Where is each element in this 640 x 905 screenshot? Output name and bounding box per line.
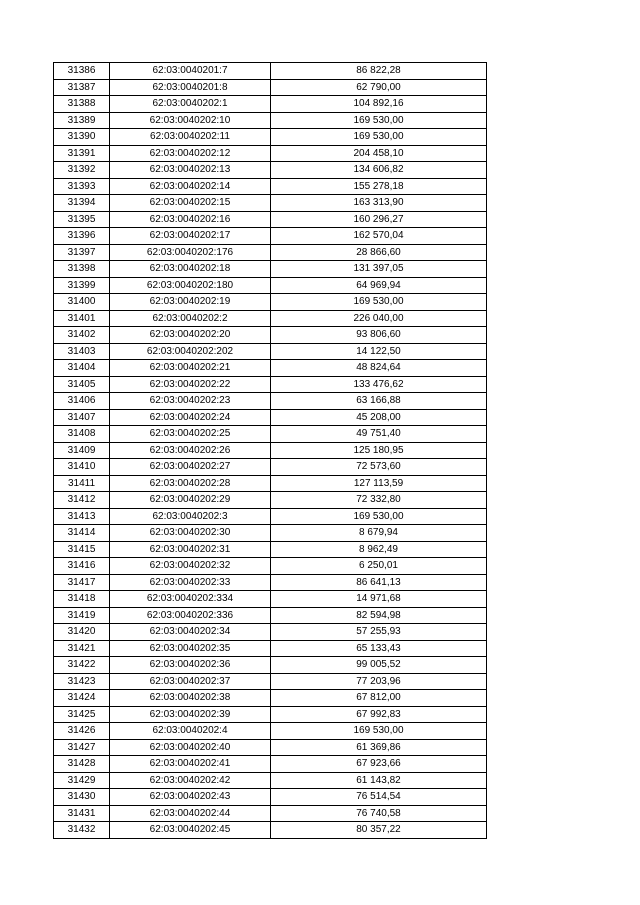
cadastral-value-cell: 99 005,52: [271, 657, 487, 674]
row-number-cell: 31427: [54, 739, 110, 756]
cadastral-value-cell: 86 822,28: [271, 63, 487, 80]
table-row: [54, 310, 487, 327]
cadastral-number-cell: 62:03:0040202:3: [110, 508, 271, 525]
row-number-cell: 31409: [54, 442, 110, 459]
row-number-cell: 31432: [54, 822, 110, 839]
table-row: [54, 409, 487, 426]
cadastral-value-cell: 134 606,82: [271, 162, 487, 179]
cadastral-value-cell: 67 992,83: [271, 706, 487, 723]
cadastral-value-cell: 226 040,00: [271, 310, 487, 327]
cadastral-value-cell: 61 143,82: [271, 772, 487, 789]
table-row: [54, 822, 487, 839]
cadastral-value-cell: 204 458,10: [271, 145, 487, 162]
cadastral-number-cell: 62:03:0040202:20: [110, 327, 271, 344]
cadastral-value-cell: 163 313,90: [271, 195, 487, 212]
cadastral-value-cell: 76 740,58: [271, 805, 487, 822]
row-number-cell: 31400: [54, 294, 110, 311]
cadastral-value-cell: 67 923,66: [271, 756, 487, 773]
cadastral-number-cell: 62:03:0040201:8: [110, 79, 271, 96]
table-row: [54, 541, 487, 558]
cadastral-number-cell: 62:03:0040202:29: [110, 492, 271, 509]
cadastral-number-cell: 62:03:0040202:39: [110, 706, 271, 723]
row-number-cell: 31408: [54, 426, 110, 443]
table-row: [54, 327, 487, 344]
table-row: [54, 244, 487, 261]
cadastral-number-cell: 62:03:0040202:37: [110, 673, 271, 690]
row-number-cell: 31406: [54, 393, 110, 410]
cadastral-value-cell: 6 250,01: [271, 558, 487, 575]
table-row: [54, 558, 487, 575]
cadastral-number-cell: 62:03:0040202:22: [110, 376, 271, 393]
row-number-cell: 31431: [54, 805, 110, 822]
table-row: [54, 805, 487, 822]
row-number-cell: 31405: [54, 376, 110, 393]
cadastral-value-cell: 72 332,80: [271, 492, 487, 509]
row-number-cell: 31399: [54, 277, 110, 294]
table-row: [54, 96, 487, 113]
cadastral-value-cell: 133 476,62: [271, 376, 487, 393]
row-number-cell: 31392: [54, 162, 110, 179]
row-number-cell: 31429: [54, 772, 110, 789]
table-row: [54, 261, 487, 278]
cadastral-value-cell: 64 969,94: [271, 277, 487, 294]
table-row: [54, 178, 487, 195]
table-row: [54, 789, 487, 806]
cadastral-value-cell: 14 122,50: [271, 343, 487, 360]
cadastral-number-cell: 62:03:0040202:38: [110, 690, 271, 707]
row-number-cell: 31421: [54, 640, 110, 657]
cadastral-number-cell: 62:03:0040202:45: [110, 822, 271, 839]
cadastral-value-table: [53, 62, 487, 839]
table-row: [54, 723, 487, 740]
table-row: [54, 574, 487, 591]
table-row: [54, 607, 487, 624]
cadastral-value-cell: 169 530,00: [271, 508, 487, 525]
cadastral-number-cell: 62:03:0040202:180: [110, 277, 271, 294]
table-row: [54, 739, 487, 756]
row-number-cell: 31420: [54, 624, 110, 641]
table-row: [54, 129, 487, 146]
row-number-cell: 31407: [54, 409, 110, 426]
row-number-cell: 31428: [54, 756, 110, 773]
cadastral-number-cell: 62:03:0040202:43: [110, 789, 271, 806]
cadastral-number-cell: 62:03:0040202:1: [110, 96, 271, 113]
cadastral-value-cell: 160 296,27: [271, 211, 487, 228]
cadastral-number-cell: 62:03:0040202:24: [110, 409, 271, 426]
table-row: [54, 475, 487, 492]
row-number-cell: 31411: [54, 475, 110, 492]
table-row: [54, 79, 487, 96]
cadastral-value-cell: 61 369,86: [271, 739, 487, 756]
cadastral-number-cell: 62:03:0040202:14: [110, 178, 271, 195]
cadastral-number-cell: 62:03:0040202:35: [110, 640, 271, 657]
cadastral-number-cell: 62:03:0040202:4: [110, 723, 271, 740]
row-number-cell: 31424: [54, 690, 110, 707]
cadastral-value-cell: 76 514,54: [271, 789, 487, 806]
table-row: [54, 508, 487, 525]
table-row: [54, 690, 487, 707]
cadastral-number-cell: 62:03:0040202:202: [110, 343, 271, 360]
cadastral-value-cell: 8 962,49: [271, 541, 487, 558]
cadastral-number-cell: 62:03:0040202:26: [110, 442, 271, 459]
cadastral-value-cell: 104 892,16: [271, 96, 487, 113]
cadastral-number-cell: 62:03:0040202:10: [110, 112, 271, 129]
cadastral-number-cell: 62:03:0040202:30: [110, 525, 271, 542]
cadastral-number-cell: 62:03:0040202:2: [110, 310, 271, 327]
cadastral-value-cell: 63 166,88: [271, 393, 487, 410]
cadastral-number-cell: 62:03:0040202:31: [110, 541, 271, 558]
row-number-cell: 31417: [54, 574, 110, 591]
cadastral-value-cell: 155 278,18: [271, 178, 487, 195]
cadastral-value-cell: 45 208,00: [271, 409, 487, 426]
cadastral-value-cell: 86 641,13: [271, 574, 487, 591]
row-number-cell: 31390: [54, 129, 110, 146]
row-number-cell: 31423: [54, 673, 110, 690]
row-number-cell: 31413: [54, 508, 110, 525]
row-number-cell: 31393: [54, 178, 110, 195]
row-number-cell: 31404: [54, 360, 110, 377]
cadastral-number-cell: 62:03:0040202:25: [110, 426, 271, 443]
table-row: [54, 277, 487, 294]
table-row: [54, 63, 487, 80]
row-number-cell: 31388: [54, 96, 110, 113]
cadastral-number-cell: 62:03:0040202:13: [110, 162, 271, 179]
row-number-cell: 31416: [54, 558, 110, 575]
cadastral-value-cell: 14 971,68: [271, 591, 487, 608]
row-number-cell: 31389: [54, 112, 110, 129]
cadastral-number-cell: 62:03:0040202:44: [110, 805, 271, 822]
row-number-cell: 31410: [54, 459, 110, 476]
cadastral-value-cell: 169 530,00: [271, 112, 487, 129]
table-row: [54, 360, 487, 377]
cadastral-value-cell: 49 751,40: [271, 426, 487, 443]
cadastral-number-cell: 62:03:0040202:15: [110, 195, 271, 212]
cadastral-value-cell: 67 812,00: [271, 690, 487, 707]
cadastral-number-cell: 62:03:0040202:176: [110, 244, 271, 261]
cadastral-number-cell: 62:03:0040202:33: [110, 574, 271, 591]
cadastral-value-cell: 125 180,95: [271, 442, 487, 459]
cadastral-value-cell: 169 530,00: [271, 294, 487, 311]
cadastral-number-cell: 62:03:0040202:17: [110, 228, 271, 245]
table-row: [54, 343, 487, 360]
table-row: [54, 162, 487, 179]
table-row: [54, 228, 487, 245]
table-row: [54, 211, 487, 228]
cadastral-value-cell: 131 397,05: [271, 261, 487, 278]
table-row: [54, 492, 487, 509]
cadastral-number-cell: 62:03:0040202:11: [110, 129, 271, 146]
cadastral-value-cell: 65 133,43: [271, 640, 487, 657]
table-row: [54, 673, 487, 690]
table-row: [54, 195, 487, 212]
cadastral-value-cell: 77 203,96: [271, 673, 487, 690]
table-row: [54, 624, 487, 641]
table-row: [54, 112, 487, 129]
row-number-cell: 31398: [54, 261, 110, 278]
cadastral-number-cell: 62:03:0040202:334: [110, 591, 271, 608]
cadastral-number-cell: 62:03:0040202:32: [110, 558, 271, 575]
table-row: [54, 657, 487, 674]
table-row: [54, 640, 487, 657]
table-row: [54, 376, 487, 393]
cadastral-number-cell: 62:03:0040202:23: [110, 393, 271, 410]
cadastral-number-cell: 62:03:0040202:21: [110, 360, 271, 377]
row-number-cell: 31422: [54, 657, 110, 674]
table-row: [54, 772, 487, 789]
row-number-cell: 31415: [54, 541, 110, 558]
cadastral-value-cell: 72 573,60: [271, 459, 487, 476]
table-row: [54, 294, 487, 311]
row-number-cell: 31397: [54, 244, 110, 261]
row-number-cell: 31401: [54, 310, 110, 327]
row-number-cell: 31430: [54, 789, 110, 806]
table-row: [54, 591, 487, 608]
cadastral-number-cell: 62:03:0040201:7: [110, 63, 271, 80]
row-number-cell: 31394: [54, 195, 110, 212]
cadastral-number-cell: 62:03:0040202:34: [110, 624, 271, 641]
cadastral-number-cell: 62:03:0040202:36: [110, 657, 271, 674]
row-number-cell: 31414: [54, 525, 110, 542]
row-number-cell: 31425: [54, 706, 110, 723]
cadastral-number-cell: 62:03:0040202:40: [110, 739, 271, 756]
table-row: [54, 393, 487, 410]
table-row: [54, 145, 487, 162]
cadastral-value-cell: 82 594,98: [271, 607, 487, 624]
cadastral-number-cell: 62:03:0040202:28: [110, 475, 271, 492]
cadastral-number-cell: 62:03:0040202:41: [110, 756, 271, 773]
row-number-cell: 31412: [54, 492, 110, 509]
table-row: [54, 442, 487, 459]
cadastral-value-cell: 57 255,93: [271, 624, 487, 641]
row-number-cell: 31418: [54, 591, 110, 608]
cadastral-number-cell: 62:03:0040202:27: [110, 459, 271, 476]
row-number-cell: 31387: [54, 79, 110, 96]
cadastral-value-cell: 169 530,00: [271, 723, 487, 740]
table-row: [54, 459, 487, 476]
row-number-cell: 31395: [54, 211, 110, 228]
cadastral-value-cell: 28 866,60: [271, 244, 487, 261]
row-number-cell: 31386: [54, 63, 110, 80]
row-number-cell: 31391: [54, 145, 110, 162]
cadastral-number-cell: 62:03:0040202:42: [110, 772, 271, 789]
table-row: [54, 525, 487, 542]
table-row: [54, 426, 487, 443]
cadastral-value-cell: 48 824,64: [271, 360, 487, 377]
cadastral-number-cell: 62:03:0040202:336: [110, 607, 271, 624]
row-number-cell: 31419: [54, 607, 110, 624]
cadastral-number-cell: 62:03:0040202:16: [110, 211, 271, 228]
row-number-cell: 31403: [54, 343, 110, 360]
cadastral-number-cell: 62:03:0040202:18: [110, 261, 271, 278]
table-row: [54, 706, 487, 723]
cadastral-value-cell: 162 570,04: [271, 228, 487, 245]
cadastral-value-cell: 62 790,00: [271, 79, 487, 96]
row-number-cell: 31396: [54, 228, 110, 245]
cadastral-value-cell: 80 357,22: [271, 822, 487, 839]
table-row: [54, 756, 487, 773]
cadastral-number-cell: 62:03:0040202:12: [110, 145, 271, 162]
table-body: [54, 63, 487, 839]
row-number-cell: 31426: [54, 723, 110, 740]
cadastral-value-cell: 93 806,60: [271, 327, 487, 344]
cadastral-value-cell: 169 530,00: [271, 129, 487, 146]
cadastral-number-cell: 62:03:0040202:19: [110, 294, 271, 311]
cadastral-value-cell: 8 679,94: [271, 525, 487, 542]
cadastral-value-cell: 127 113,59: [271, 475, 487, 492]
row-number-cell: 31402: [54, 327, 110, 344]
